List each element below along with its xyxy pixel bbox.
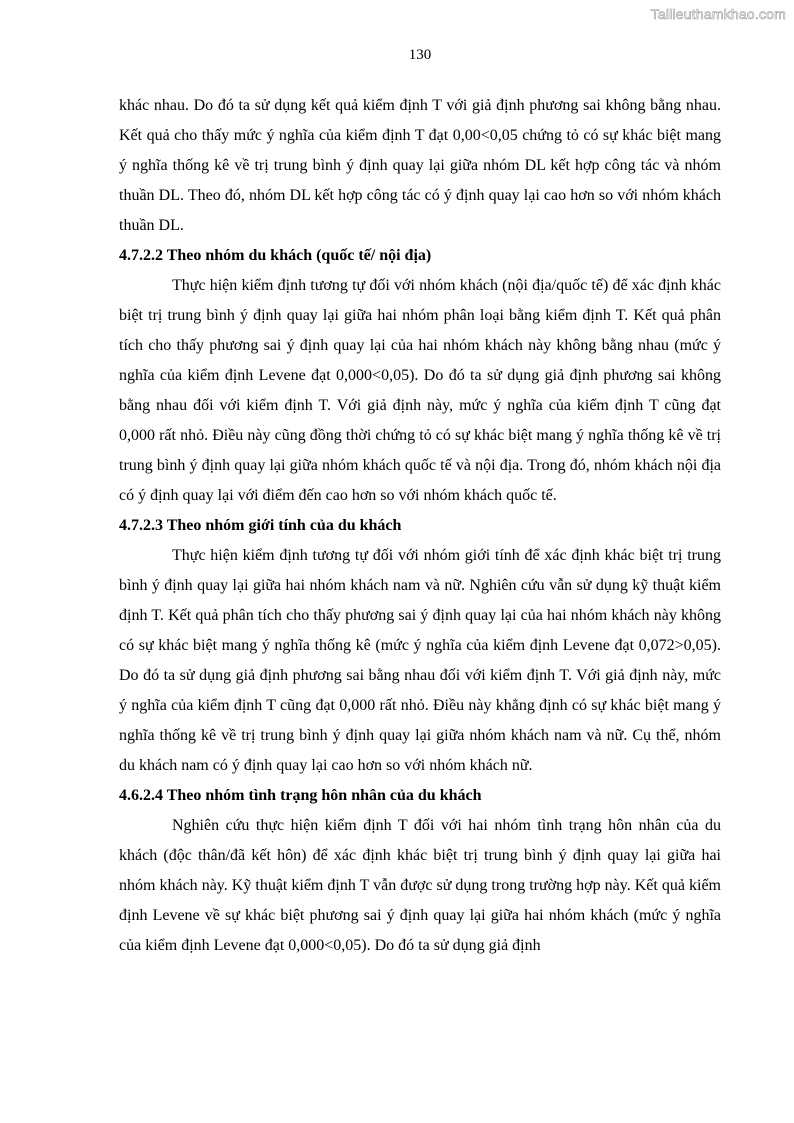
paragraph-continuation: khác nhau. Do đó ta sử dụng kết quả kiểm định T với giả định phương sai không bằng nhau. Kết quả cho thấy mức ý nghĩa của kiểm định T đạt 0,00<0,05 chứng tỏ có sự khác biệt mang ý nghĩa thống kê về trị trung bình ý định quay lại giữa nhóm DL kết hợp công tác và nhóm thuần DL. Theo đó, nhóm DL kết hợp công tác có ý định quay lại cao hơn so với nhóm khách thuần DL. xyxy=(119,97,721,234)
paragraph-international-domestic: Thực hiện kiểm định tương tự đối với nhóm khách (nội địa/quốc tế) để xác định khác biệt trị trung bình ý định quay lại giữa hai nhóm phân loại bằng kiểm định T. Kết quả phân tích cho thấy phương sai ý định quay lại của hai nhóm khách này không bằng nhau (mức ý nghĩa của kiểm định Levene đạt 0,000<0,05). Do đó ta sử dụng giả định phương sai không bằng nhau đối với kiểm định T. Với giả định này, mức ý nghĩa của kiểm định T cũng đạt 0,000 rất nhỏ. Điều này cũng đồng thời chứng tỏ có sự khác biệt mang ý nghĩa thống kê về trị trung bình ý định quay lại giữa nhóm khách quốc tế và nội địa. Trong đó, nhóm khách nội địa có ý định quay lại với điểm đến cao hơn so với nhóm khách quốc tế. xyxy=(119,277,721,504)
section-heading-4-7-2-3: 4.7.2.3 Theo nhóm giới tính của du khách xyxy=(119,517,402,534)
section-heading-4-6-2-4: 4.6.2.4 Theo nhóm tình trạng hôn nhân của du khách xyxy=(119,787,482,804)
page-number: 130 xyxy=(408,47,432,63)
document-body xyxy=(119,91,721,961)
section-heading-4-7-2-2: 4.7.2.2 Theo nhóm du khách (quốc tế/ nội địa) xyxy=(119,247,432,264)
paragraph-gender: Thực hiện kiểm định tương tự đối với nhóm giới tính để xác định khác biệt trị trung bình ý định quay lại giữa hai nhóm khách nam và nữ. Nghiên cứu vẫn sử dụng kỹ thuật kiểm định T. Kết quả phân tích cho thấy phương sai ý định quay lại của hai nhóm khách này không có sự khác biệt mang ý nghĩa thống kê (mức ý nghĩa của kiểm định Levene đạt 0,072>0,05). Do đó ta sử dụng giả định phương sai bằng nhau đối với kiểm định T. Với giả định này, mức ý nghĩa của kiểm định T cũng đạt 0,000 rất nhỏ. Điều này khẳng định có sự khác biệt mang ý nghĩa thống kê về trị trung bình ý định quay lại giữa nhóm khách nam và nữ. Cụ thể, nhóm du khách nam có ý định quay lại cao hơn so với nhóm khách nữ. xyxy=(119,547,721,774)
watermark: Tailieuthamkhao.com xyxy=(650,6,786,22)
paragraph-marital-status: Nghiên cứu thực hiện kiểm định T đối với hai nhóm tình trạng hôn nhân của du khách (độc thân/đã kết hôn) để xác định khác biệt trị trung bình ý định quay lại giữa hai nhóm khách này. Kỹ thuật kiểm định T vẫn được sử dụng trong trường hợp này. Kết quả kiểm định Levene về sự khác biệt phương sai ý định quay lại giữa hai nhóm khách (mức ý nghĩa của kiểm định Levene đạt 0,000<0,05). Do đó ta sử dụng giả định xyxy=(119,817,721,954)
